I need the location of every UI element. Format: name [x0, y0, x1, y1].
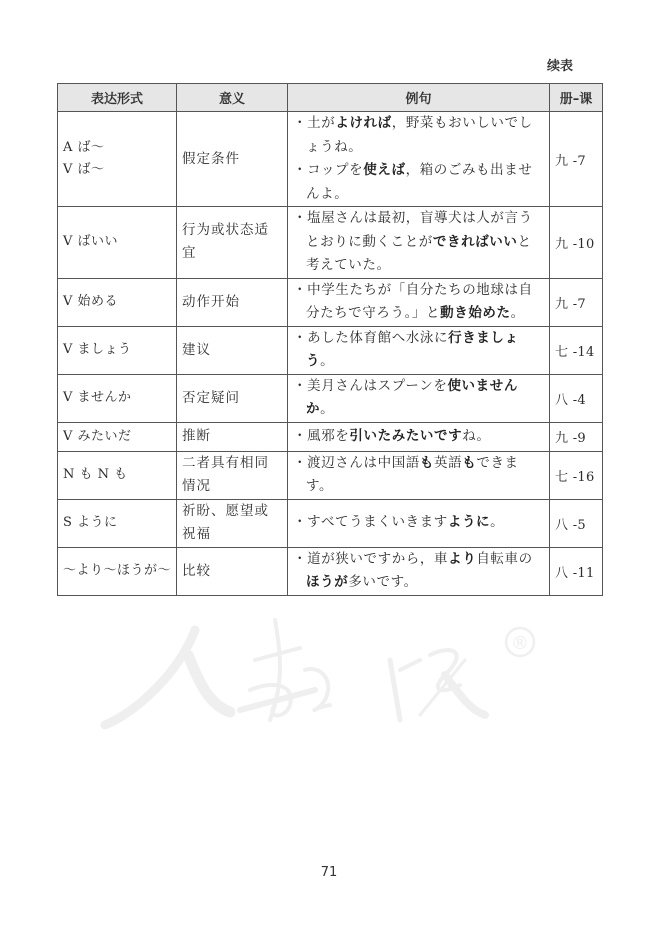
example-sentence [293, 425, 544, 449]
expression-form-cell [58, 422, 177, 451]
table-row [58, 451, 603, 499]
expression-form-cell [58, 374, 177, 422]
meaning-cell: 二者具有相同情况 [177, 451, 288, 499]
example-sentence-cell [288, 451, 550, 499]
expression-form-cell [58, 451, 177, 499]
highlighted-grammar: 使いませんか [306, 377, 518, 417]
table-row [58, 326, 603, 374]
sentence-text: 風邪を [307, 427, 350, 444]
volume-lesson-cell: 九 -9 [550, 422, 603, 451]
sentence-text: 自転車の [476, 550, 533, 567]
expression-form-cell [58, 547, 177, 595]
highlighted-grammar: 使えば [363, 162, 406, 178]
sentence-text: できます。 [306, 454, 519, 494]
header-meaning: 意义 [177, 84, 288, 112]
example-sentence [293, 112, 544, 159]
sentence-text: コップを [307, 162, 364, 178]
example-sentence [293, 207, 544, 278]
sentence-text: と考えていた。 [306, 233, 532, 273]
registered-mark: ® [511, 633, 529, 654]
continued-table-label: 续表 [547, 59, 574, 74]
publisher-watermark-logo [100, 600, 570, 750]
example-sentence-cell [288, 112, 550, 207]
header-form: 表达形式 [58, 84, 177, 112]
expression-form: N も N も [63, 467, 128, 482]
table-body [58, 112, 603, 596]
sentence-text: 。 [320, 401, 335, 417]
example-sentence [293, 279, 544, 326]
meaning-cell: 假定条件 [177, 112, 288, 207]
table-row [58, 422, 603, 451]
example-sentence [293, 452, 544, 499]
expression-form: V ば〜 [63, 162, 105, 177]
example-sentence-cell [288, 374, 550, 422]
volume-lesson-cell: 七 -14 [550, 326, 603, 374]
grammar-table [57, 83, 603, 596]
table-row [58, 112, 603, 207]
table-row [58, 278, 603, 326]
meaning-cell: 行为或状态适宜 [177, 207, 288, 279]
table-row [58, 374, 603, 422]
bullet-icon: ・ [293, 115, 308, 131]
table-row [58, 547, 603, 595]
example-sentence [293, 327, 544, 374]
expression-form: V ばいい [63, 234, 119, 250]
expression-form-cell [58, 499, 177, 547]
expression-form-cell [58, 207, 177, 279]
example-sentence [293, 511, 544, 535]
sentence-text: 多いです。 [348, 574, 418, 590]
bullet-icon: ・ [293, 427, 308, 444]
volume-lesson-cell: 九 -10 [550, 207, 603, 279]
volume-lesson-cell: 九 -7 [550, 278, 603, 326]
meaning-cell: 祈盼、愿望或祝福 [177, 499, 288, 547]
sentence-text: 土が [307, 115, 336, 131]
sentence-text: あした体育館へ水泳に [307, 329, 449, 346]
highlighted-grammar: も [419, 454, 435, 471]
highlighted-grammar: よければ [335, 115, 392, 131]
expression-form: S ように [63, 515, 118, 530]
sentence-text: ，野菜もおいしいでしょうね。 [306, 115, 533, 155]
sentence-text: ，箱のごみも出ませんよ。 [306, 162, 533, 202]
expression-form: V みたいだ [63, 428, 132, 444]
highlighted-grammar: 引いたみたいです [349, 427, 463, 444]
highlighted-grammar: も [462, 454, 477, 471]
sentence-text: すべてうまくいきます [307, 514, 448, 531]
expression-form: V ましょう [63, 342, 132, 357]
page-number: 71 [320, 865, 338, 880]
example-sentence [293, 159, 544, 206]
example-sentence-cell [288, 499, 550, 547]
bullet-icon: ・ [293, 281, 308, 298]
bullet-icon: ・ [293, 550, 308, 567]
table-row [58, 207, 603, 279]
sentence-text: ね。 [462, 427, 491, 444]
meaning-cell: 动作开始 [177, 278, 288, 326]
highlighted-grammar: できればいい [432, 233, 518, 250]
expression-form: V ませんか [63, 390, 132, 405]
highlighted-grammar: 行きましょう [306, 329, 519, 369]
volume-lesson-cell: 八 -11 [550, 547, 603, 595]
expression-form-cell [58, 112, 177, 207]
sentence-text: 。 [510, 305, 525, 321]
sentence-text: 中学生たちが「自分たちの地球は自分たちで守ろう。」と [306, 281, 533, 321]
volume-lesson-cell: 八 -5 [550, 499, 603, 547]
bullet-icon: ・ [293, 514, 308, 531]
highlighted-grammar: ほうが [306, 574, 349, 590]
meaning-cell: 否定疑问 [177, 374, 288, 422]
bullet-icon: ・ [293, 210, 308, 226]
highlighted-grammar: より [448, 550, 477, 567]
bullet-icon: ・ [293, 454, 308, 471]
bullet-icon: ・ [293, 377, 308, 394]
expression-form-cell [58, 278, 177, 326]
volume-lesson-cell: 九 -7 [550, 112, 603, 207]
header-example: 例句 [288, 84, 550, 112]
sentence-text: 英語 [434, 454, 463, 471]
highlighted-grammar: ように [447, 514, 491, 531]
expression-form-cell [58, 326, 177, 374]
expression-form: 〜より〜ほうが〜 [63, 563, 172, 578]
expression-form: A ば〜 [63, 140, 105, 155]
meaning-cell: 建议 [177, 326, 288, 374]
example-sentence [293, 375, 544, 422]
table-row [58, 499, 603, 547]
table-header-row [58, 84, 603, 112]
example-sentence-cell [288, 326, 550, 374]
meaning-cell: 推断 [177, 422, 288, 451]
volume-lesson-cell: 七 -16 [550, 451, 603, 499]
sentence-text: 塩屋さんは最初，盲導犬は人が言うとおりに動くことが [306, 210, 533, 250]
sentence-text: 渡辺さんは中国語 [307, 454, 420, 471]
example-sentence [293, 548, 544, 595]
sentence-text: 。 [320, 353, 335, 369]
meaning-cell: 比较 [177, 547, 288, 595]
example-sentence-cell [288, 547, 550, 595]
bullet-icon: ・ [293, 162, 308, 178]
header-volume-lesson: 册–课 [550, 84, 603, 112]
example-sentence-cell [288, 207, 550, 279]
sentence-text: 道が狭いですから，車 [307, 550, 449, 567]
highlighted-grammar: 動き始めた [440, 305, 511, 321]
example-sentence-cell [288, 422, 550, 451]
expression-form: V 始める [63, 294, 119, 309]
bullet-icon: ・ [293, 329, 308, 346]
example-sentence-cell [288, 278, 550, 326]
volume-lesson-cell: 八 -4 [550, 374, 603, 422]
sentence-text: 美月さんはスプーンを [307, 377, 448, 394]
sentence-text: 。 [490, 514, 505, 531]
